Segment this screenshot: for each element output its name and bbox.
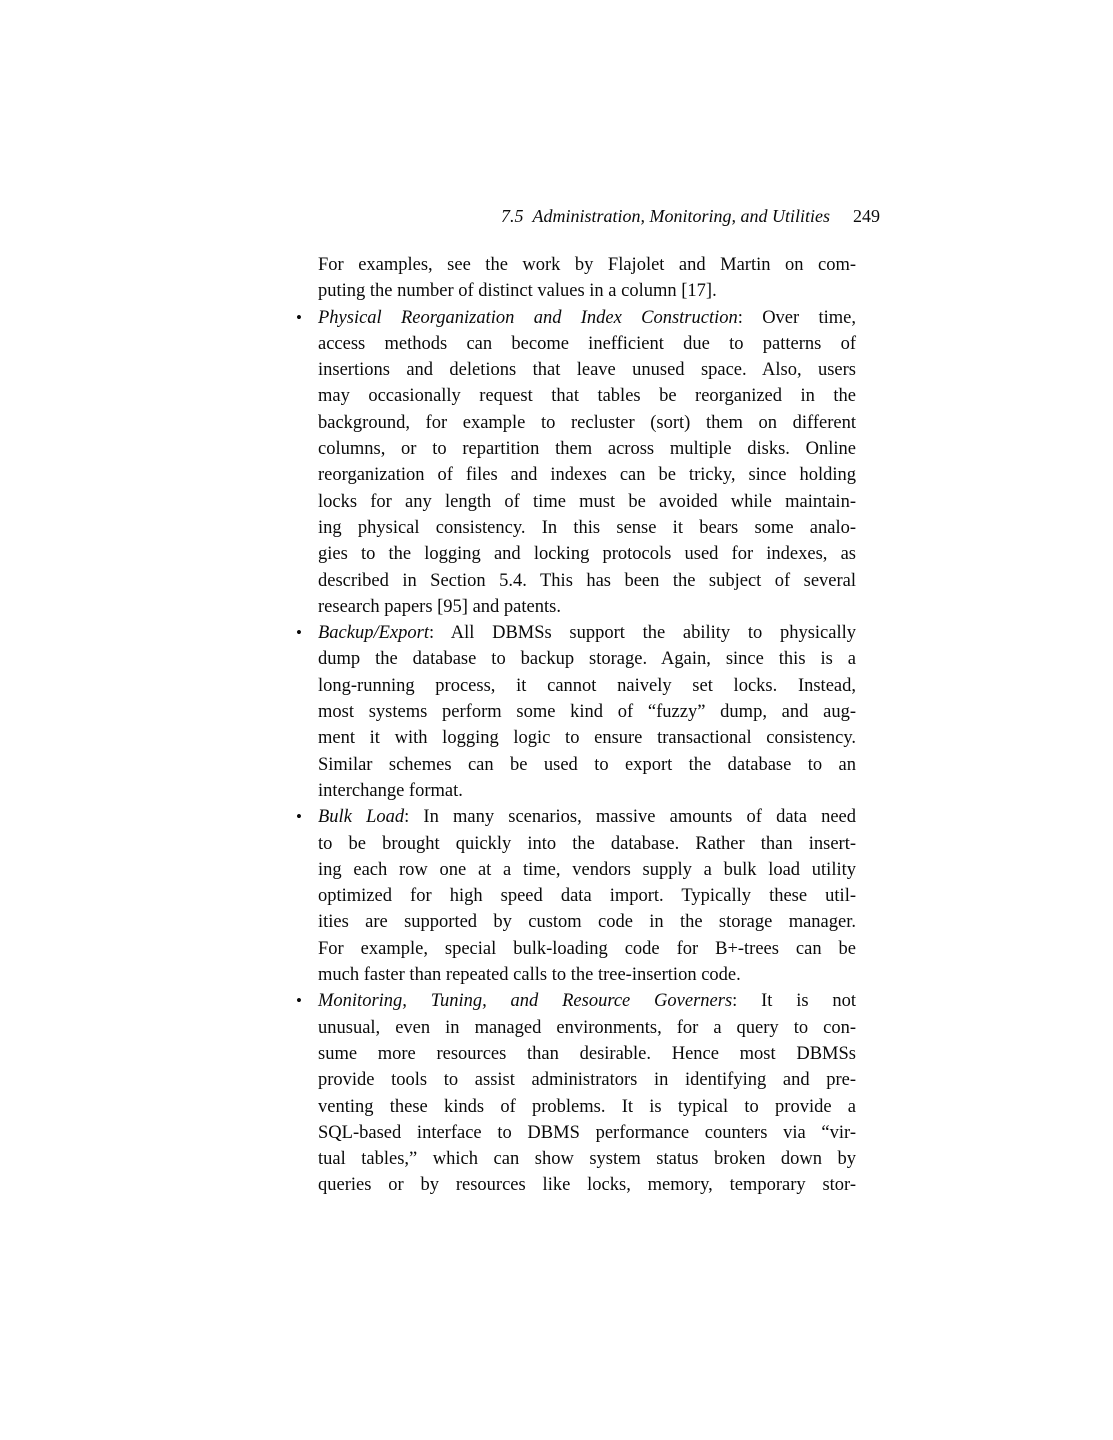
bullet-term-rest: : In many scenarios, massive amounts of data need	[404, 807, 856, 828]
text-line: most systems perform some kind of “fuzzy” dump, and aug-	[318, 702, 856, 723]
text-line: described in Section 5.4. This has been the subject of several	[318, 570, 856, 591]
text-line: For example, special bulk-loading code for B+-trees can be	[318, 938, 856, 959]
text-line: research papers [95] and patents.	[318, 596, 561, 617]
section-number: 7.5	[500, 206, 524, 226]
text-line	[318, 305, 856, 331]
bullet-term: Backup/Export	[318, 623, 429, 644]
bullet-term-rest: : All DBMSs support the ability to physically	[428, 623, 856, 644]
bullet-term: Physical Reorganization and Index Construction	[318, 307, 738, 328]
bullet-term: Monitoring, Tuning, and Resource Governers	[318, 991, 733, 1012]
text-line: may occasionally request that tables be reorganized in the	[318, 386, 856, 407]
bullet-icon: •	[296, 307, 302, 327]
text-line	[318, 620, 856, 646]
text-line: tual tables,” which can show system status broken down by	[318, 1149, 856, 1170]
text-line: provide tools to assist administrators in identifying and pre-	[318, 1070, 856, 1091]
bullet-icon: •	[296, 807, 302, 827]
text-line: much faster than repeated calls to the tree-insertion code.	[318, 965, 741, 986]
text-line: long-running process, it cannot naively set locks. Instead,	[318, 675, 856, 696]
text-line: interchange format.	[318, 780, 463, 801]
text-line: ing physical consistency. In this sense it bears some analo-	[318, 517, 856, 538]
text-line: sume more resources than desirable. Hence most DBMSs	[318, 1043, 856, 1064]
text-line: access methods can become inefficient due to patterns of	[318, 333, 856, 354]
text-line: ing each row one at a time, vendors supply a bulk load utility	[318, 859, 856, 880]
text-line: queries or by resources like locks, memory, temporary stor-	[318, 1175, 856, 1196]
text-line: Similar schemes can be used to export the database to an	[318, 754, 856, 775]
text-line: venting these kinds of problems. It is typical to provide a	[318, 1096, 856, 1117]
text-line: ities are supported by custom code in the storage manager.	[318, 912, 856, 933]
running-head	[298, 205, 880, 227]
text-line: unusual, even in managed environments, for a query to con-	[318, 1017, 856, 1038]
bullet-item-monitoring-tuning	[296, 988, 856, 1198]
bullet-term-rest: : It is not	[732, 991, 856, 1012]
text-line: dump the database to backup storage. Again, since this is a	[318, 649, 856, 670]
text-line: columns, or to repartition them across multiple disks. Online	[318, 439, 856, 460]
text-line: SQL-based interface to DBMS performance counters via “vir-	[318, 1122, 856, 1143]
section-title: Administration, Monitoring, and Utilities	[532, 206, 830, 226]
text-line: to be brought quickly into the database. Rather than insert-	[318, 833, 856, 854]
text-line: insertions and deletions that leave unused space. Also, users	[318, 360, 856, 381]
intro-paragraph	[318, 252, 856, 305]
text-line	[318, 988, 856, 1014]
text-line: puting the number of distinct values in a column [17].	[318, 281, 717, 302]
text-line: For examples, see the work by Flajolet and Martin on com-	[318, 255, 856, 275]
bullet-item-bulk-load	[296, 804, 856, 988]
bullet-term: Bulk Load	[318, 807, 405, 828]
text-line: gies to the logging and locking protocols used for indexes, as	[318, 544, 856, 565]
bullet-icon: •	[296, 623, 302, 643]
text-column	[296, 252, 856, 1199]
bullet-icon: •	[296, 991, 302, 1011]
text-line: locks for any length of time must be avoided while maintain-	[318, 491, 856, 512]
text-line: background, for example to recluster (sort) them on different	[318, 412, 856, 433]
text-line	[318, 804, 856, 830]
bullet-term-rest: : Over time,	[737, 307, 856, 328]
text-line: optimized for high speed data import. Typically these util-	[318, 886, 856, 907]
text-line: ment it with logging logic to ensure transactional consistency.	[318, 728, 856, 749]
bullet-item-backup-export	[296, 620, 856, 804]
page-number: 249	[853, 206, 880, 226]
bullet-item-physical-reorganization	[296, 305, 856, 621]
text-line: reorganization of files and indexes can be tricky, since holding	[318, 465, 856, 486]
